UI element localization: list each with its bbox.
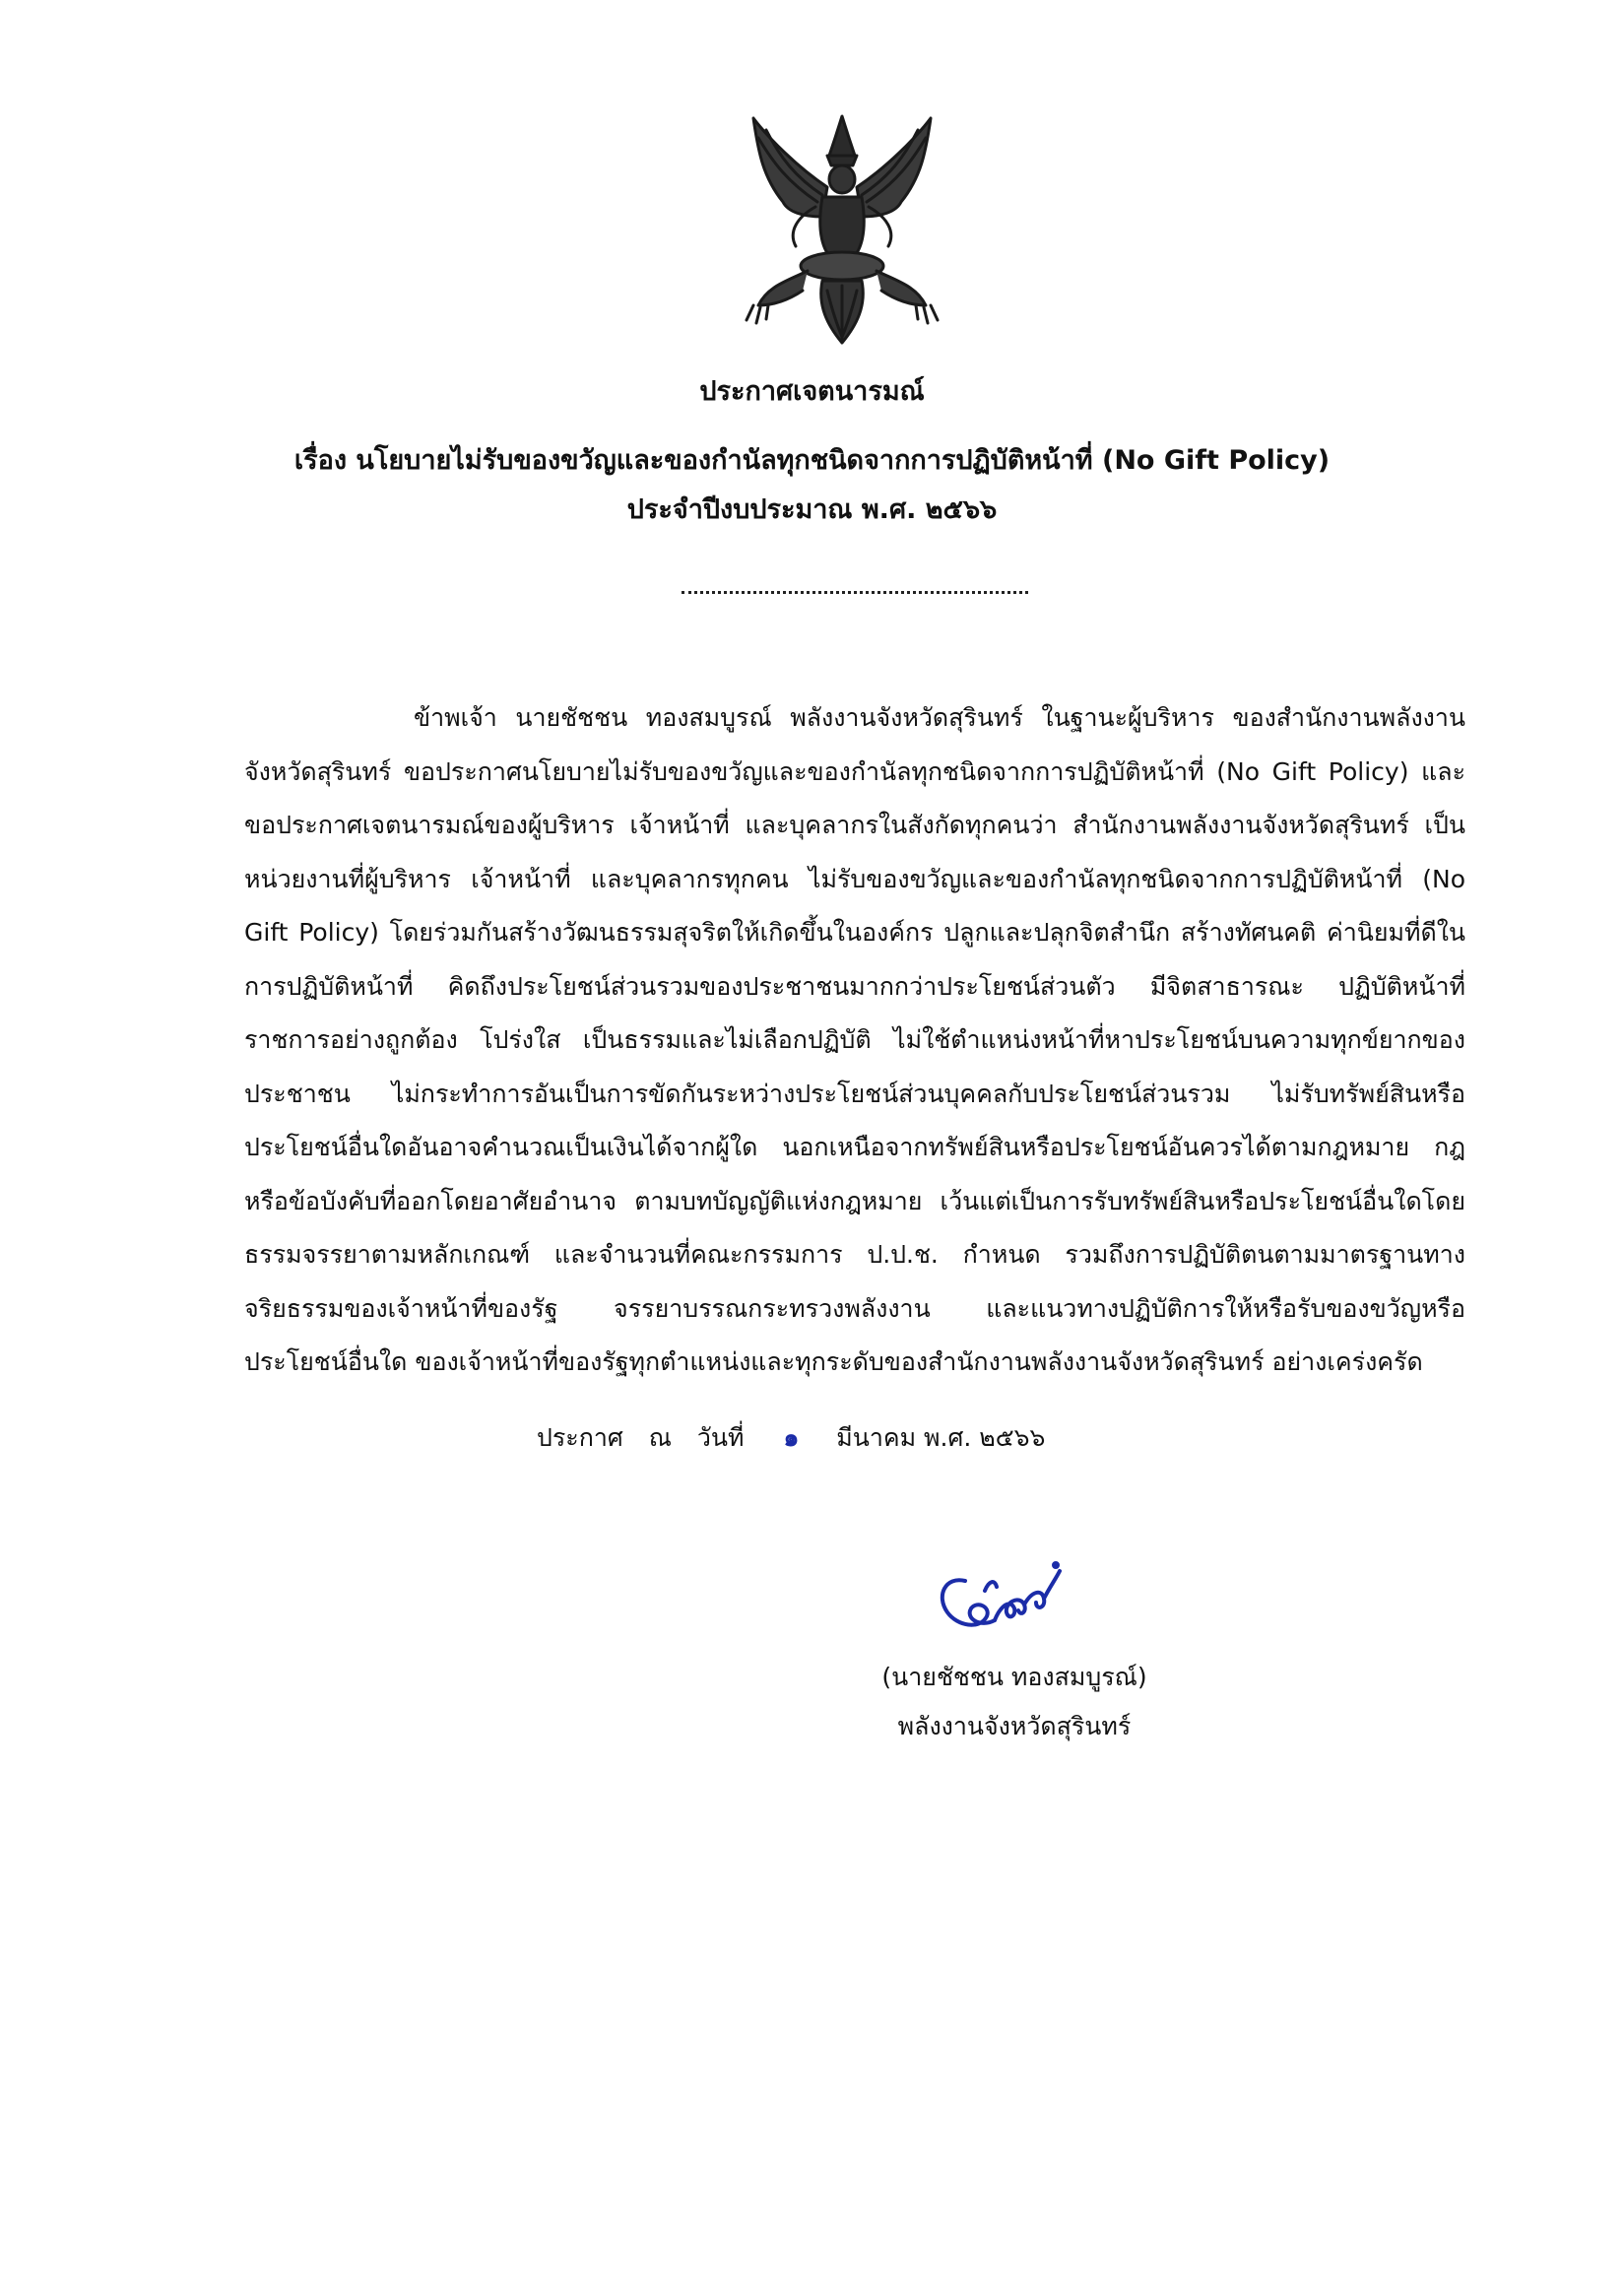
signatory-name: (นายชัชชน ทองสมบูรณ์) bbox=[881, 1663, 1147, 1691]
announce-at: ณ bbox=[648, 1423, 672, 1452]
dotted-divider bbox=[682, 591, 1028, 594]
announce-day: ๑ bbox=[783, 1423, 800, 1452]
subject-line: เรื่อง นโยบายไม่รับของขวัญและของกำนัลทุกชนิดจากการปฏิบัติหน้าที่ (No Gift Policy) bbox=[293, 445, 1331, 476]
handwritten-signature-icon bbox=[926, 1551, 1083, 1650]
announce-prefix: ประกาศ bbox=[537, 1423, 623, 1452]
announce-date-label: วันที่ bbox=[696, 1423, 745, 1452]
signatory-position: พลังงานจังหวัดสุรินทร์ bbox=[897, 1712, 1132, 1740]
body-paragraph: ข้าพเจ้า นายชัชชน ทองสมบูรณ์ พลังงานจังหวัดสุรินทร์ ในฐานะผู้บริหาร ของสำนักงานพลังงานจังหวัดสุรินทร์ ขอประกาศนโยบายไม่รับของขวัญและของกำนัลทุกชนิดจากการปฏิบัติหน้าที่ (No Gift Policy) และขอประกาศเจตนารมณ์ของผู้บริหาร เจ้าหน้าที่ และบุคลากรในสังกัดทุกคนว่า สำนักงานพลังงานจังหวัดสุรินทร์ เป็นหน่วยงานที่ผู้บริหาร เจ้าหน้าที่ และบุคลากรทุกคน ไม่รับของขวัญและของกำนัลทุกชนิดจากการปฏิบัติหน้าที่ (No Gift Policy) โดยร่วมกันสร้างวัฒนธรรมสุจริตให้เกิดขึ้นในองค์กร ปลูกและปลุกจิตสำนึก สร้างทัศนคติ ค่านิยมที่ดีในการปฏิบัติหน้าที่ คิดถึงประโยชน์ส่วนรวมของประชาชนมากกว่าประโยชน์ส่วนตัว มีจิตสาธารณะ ปฏิบัติหน้าที่ราชการอย่างถูกต้อง โปร่งใส เป็นธรรมและไม่เลือกปฏิบัติ ไม่ใช้ตำแหน่งหน้าที่หาประโยชน์บนความทุกข์ยากของประชาชน ไม่กระทำการอันเป็นการขัดกันระหว่างประโยชน์ส่วนบุคคลกับประโยชน์ส่วนรวม ไม่รับทรัพย์สินหรือประโยชน์อื่นใดอันอาจคำนวณเป็นเงินได้จากผู้ใด นอกเหนือจากทรัพย์สินหรือประโยชน์อันควรได้ตามกฎหมาย กฎ หรือข้อบังคับที่ออกโดยอาศัยอำนาจ ตามบทบัญญัติแห่งกฎหมาย เว้นแต่เป็นการรับทรัพย์สินหรือประโยชน์อื่นใดโดยธรรมจรรยาตามหลักเกณฑ์ และจำนวนที่คณะกรรมการ ป.ป.ช. กำหนด รวมถึงการปฏิบัติตนตามมาตรฐานทางจริยธรรมของเจ้าหน้าที่ของรัฐ จรรยาบรรณกระทรวงพลังงาน และแนวทางปฏิบัติการให้หรือรับของขวัญหรือประโยชน์อื่นใด ของเจ้าหน้าที่ของรัฐทุกตำแหน่งและทุกระดับของสำนักงานพลังงานจังหวัดสุรินทร์ อย่างเคร่งครัด bbox=[244, 703, 1465, 1376]
garuda-emblem-icon bbox=[729, 108, 955, 350]
fiscal-year-line: ประจำปีงบประมาณ พ.ศ. ๒๕๖๖ bbox=[626, 494, 998, 525]
page-title: ประกาศเจตนารมณ์ bbox=[699, 376, 925, 407]
announce-month-year: มีนาคม พ.ศ. ๒๕๖๖ bbox=[836, 1423, 1046, 1452]
announcement-date-line bbox=[537, 1418, 1063, 1458]
